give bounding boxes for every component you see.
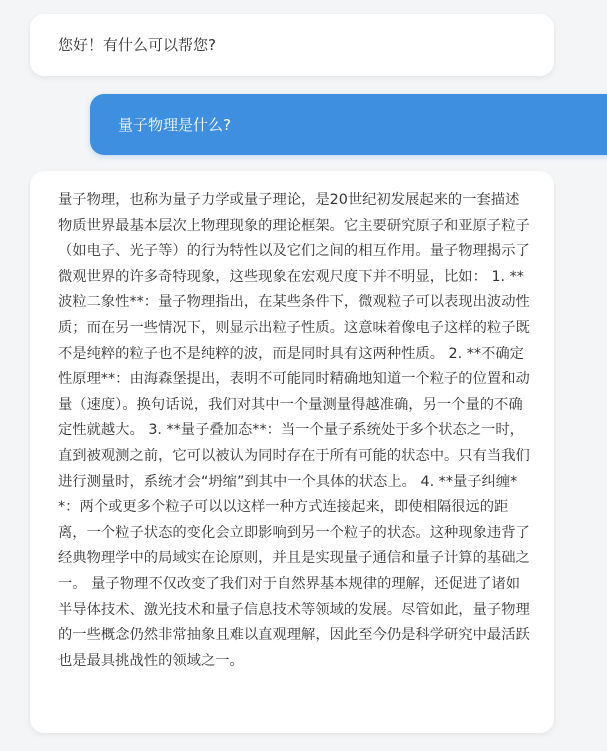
- user-question-message: [90, 94, 607, 155]
- assistant-greeting-text: 您好！有什么可以帮您?: [58, 36, 216, 54]
- assistant-answer-text: 量子物理，也称为量子力学或量子理论，是20世纪初发展起来的一套描述物质世界最基本层次上物理现象的理论框架。它主要研究原子和亚原子粒子（如电子、光子等）的行为特性以及它们之间的相互作用。量子物理揭示了微观世界的许多奇特现象，这些现象在宏观尺度下并不明显，比如： 1. **波粒二象性**：量子物理指出，在某些条件下，微观粒子可以表现出波动性质；而在另一些情况下，则显示出粒子性质。这意味着像电子这样的粒子既不是纯粹的粒子也不是纯粹的波，而是同时具有这两种性质。 2. **不确定性原理**：由海森堡提出，表明不可能同时精确地知道一个粒子的位置和动量（速度）。换句话说，我们对其中一个量测量得越准确，另一个量的不确定性就越大。 3. **量子叠加态**：当一个量子系统处于多个状态之一时，直到被观测之前，它可以被认为同时存在于所有可能的状态中。只有当我们进行测量时，系统才会“坍缩”到其中一个具体的状态上。 4. **量子纠缠**：两个或更多个粒子可以以这样一种方式连接起来，即使相隔很远的距离，一个粒子状态的变化会立即影响到另一个粒子的状态。这种现象违背了经典物理学中的局域实在论原则，并且是实现量子通信和量子计算的基础之一。 量子物理不仅改变了我们对于自然界基本规律的理解，还促进了诸如半导体技术、激光技术和量子信息技术等领域的发展。尽管如此，量子物理的一些概念仍然非常抽象且难以直观理解，因此至今仍是科学研究中最活跃也是最具挑战性的领域之一。: [58, 192, 530, 669]
- assistant-greeting-message: [30, 14, 554, 76]
- assistant-answer-message: [30, 171, 554, 733]
- user-question-text: 量子物理是什么?: [118, 115, 231, 134]
